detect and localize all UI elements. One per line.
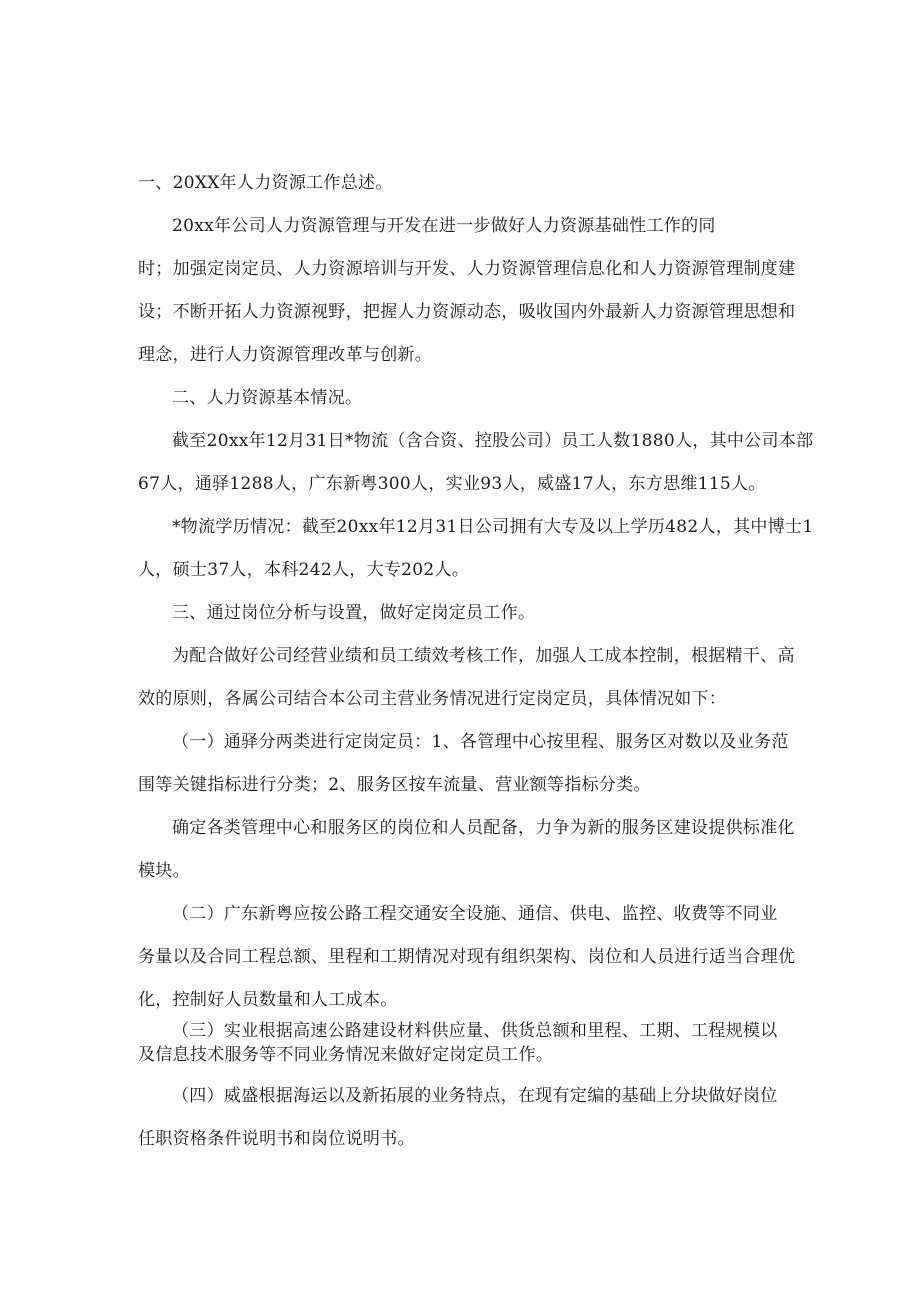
section-heading-1: 一、20XX年人力资源工作总述。	[138, 173, 393, 193]
paragraph-line: （四）威盛根据海运以及新拓展的业务特点，在现有定编的基础上分块做好岗位	[172, 1086, 778, 1106]
paragraph-line: （二）广东新粤应按公路工程交通安全设施、通信、供电、监控、收费等不同业	[172, 904, 778, 924]
paragraph-line: 理念，进行人力资源管理改革与创新。	[138, 345, 433, 365]
paragraph-line: （三）实业根据高速公路建设材料供应量、供货总额和里程、工期、工程规模以	[172, 1021, 778, 1041]
paragraph-line: 效的原则，各属公司结合本公司主营业务情况进行定岗定员，具体情况如下：	[138, 689, 727, 709]
paragraph-line: 及信息技术服务等不同业务情况来做好定岗定员工作。	[138, 1045, 554, 1065]
paragraph-line: 化，控制好人员数量和人工成本。	[138, 990, 398, 1010]
paragraph-line: 确定各类管理中心和服务区的岗位和人员配备，力争为新的服务区建设提供标准化	[172, 818, 795, 838]
paragraph-line: （一）通驿分两类进行定岗定员：1、各管理中心按里程、服务区对数以及业务范	[172, 732, 789, 752]
paragraph-line: *物流学历情况：截至20xx年12月31日公司拥有大专及以上学历482人，其中博士1	[172, 517, 814, 537]
paragraph-line: 为配合做好公司经营业绩和员工绩效考核工作，加强人工成本控制，根据精干、高	[172, 646, 795, 666]
paragraph-line: 任职资格条件说明书和岗位说明书。	[138, 1129, 415, 1149]
paragraph-line: 务量以及合同工程总额、里程和工期情况对现有组织架构、岗位和人员进行适当合理优	[138, 947, 796, 967]
paragraph-line: 67人，通驿1288人，广东新粤300人，实业93人，威盛17人，东方思维115人。	[138, 474, 766, 494]
paragraph-line: 截至20xx年12月31日*物流（含合资、控股公司）员工人数1880人，其中公司本部	[172, 431, 814, 451]
paragraph-line: 20xx年公司人力资源管理与开发在进一步做好人力资源基础性工作的同	[172, 216, 716, 236]
paragraph-line: 模块。	[138, 861, 190, 881]
section-heading-2: 二、人力资源基本情况。	[172, 388, 363, 408]
paragraph-line: 设；不断开拓人力资源视野，把握人力资源动态，吸收国内外最新人力资源管理思想和	[138, 302, 796, 322]
paragraph-line: 围等关键指标进行分类；2、服务区按车流量、营业额等指标分类。	[138, 775, 651, 795]
paragraph-line: 人，硕士37人，本科242人，大专202人。	[138, 560, 470, 580]
paragraph-line: 时；加强定岗定员、人力资源培训与开发、人力资源管理信息化和人力资源管理制度建	[138, 259, 796, 279]
section-heading-3: 三、通过岗位分析与设置，做好定岗定员工作。	[172, 603, 536, 623]
